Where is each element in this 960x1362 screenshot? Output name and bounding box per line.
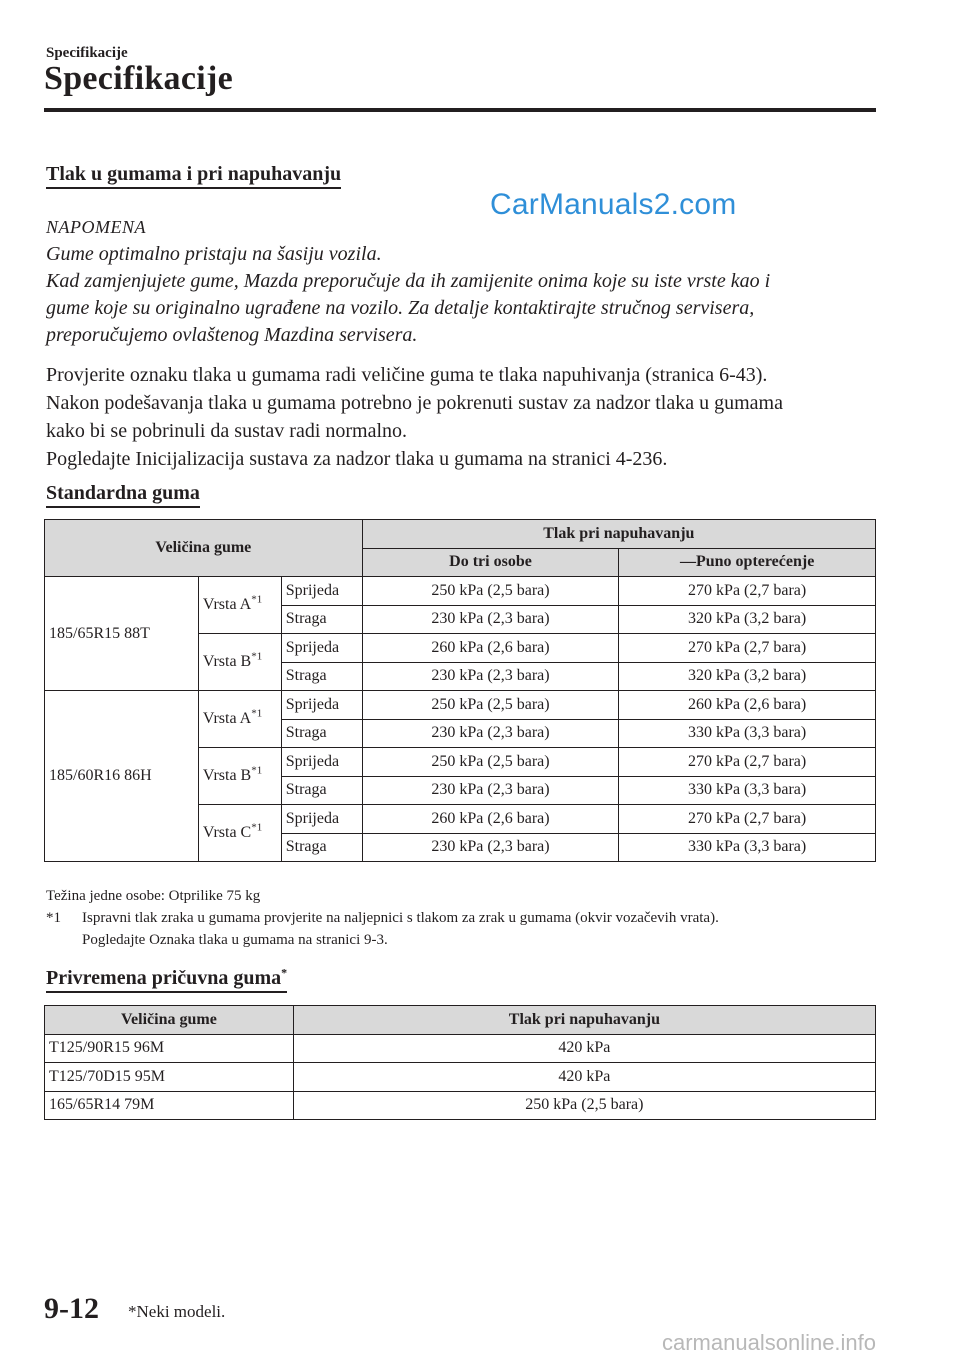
tire-size-cell: 185/60R16 86H [45,691,199,862]
table-row [45,1063,876,1092]
body-line: Nakon podešavanja tlaka u gumama potrebno je pokrenuti sustav za nadzor tlaka u gumama [46,392,783,414]
pressure-full-cell: 270 kPa (2,7 bara) [619,748,876,777]
pressure-cell: 420 kPa [293,1063,875,1092]
pressure-normal-cell: 250 kPa (2,5 bara) [362,577,619,606]
table-row [45,1091,876,1120]
pressure-normal-cell: 230 kPa (2,3 bara) [362,605,619,634]
pressure-normal-cell: 230 kPa (2,3 bara) [362,833,619,862]
table-row [45,577,876,606]
pressure-normal-cell: 230 kPa (2,3 bara) [362,662,619,691]
note-line: preporučujemo ovlaštenog Mazdina servisera. [46,324,418,346]
tire-size-cell: T125/70D15 95M [45,1063,294,1092]
header-tire-size: Veličina gume [45,520,363,577]
header-full-load: —Puno opterećenje [619,548,876,577]
body-line: Pogledajte Inicijalizacija sustava za nadzor tlaka u gumama na stranici 4-236. [46,448,668,470]
table-header-row [45,520,876,549]
note-line: gume koje su originalno ugrađene na vozilo. Za detalje kontaktirajte stručnog servisera, [46,297,755,319]
position-cell: Straga [281,776,362,805]
table-footnotes [46,885,886,951]
footnote-line: Pogledajte Oznaka tlaka u gumama na stranici 9-3. [82,932,388,948]
note-line: Kad zamjenjujete gume, Mazda preporučuje da ih zamijenite onima koje su iste vrste kao i [46,270,771,292]
watermark-carmanuals2: CarManuals2.com [490,188,737,221]
position-cell: Sprijeda [281,577,362,606]
table-row [45,691,876,720]
body-paragraph [46,361,886,473]
pressure-full-cell: 330 kPa (3,3 bara) [619,719,876,748]
pressure-cell: 250 kPa (2,5 bara) [293,1091,875,1120]
title-rule [44,108,876,112]
section-title-standard-tire: Standardna guma [46,481,200,508]
tire-size-cell: 165/65R14 79M [45,1091,294,1120]
pressure-full-cell: 270 kPa (2,7 bara) [619,634,876,663]
table-row [45,1034,876,1063]
spare-tire-table [44,1005,876,1120]
optional-mark: * [281,965,288,980]
tire-type-cell: Vrsta $B^{*1}$ [198,748,281,805]
weight-note: Težina jedne osobe: Otprilike 75 kg [46,888,261,904]
header-inflation-pressure: Tlak pri napuhavanju [362,520,875,549]
page-number: 9-12 [44,1292,99,1325]
pressure-normal-cell: 260 kPa (2,6 bara) [362,634,619,663]
position-cell: Sprijeda [281,634,362,663]
standard-tire-table [44,519,876,862]
tire-type-cell: Vrsta $C^{*1}$ [198,805,281,862]
body-line: kako bi se pobrinuli da sustav radi normalno. [46,420,408,442]
section-title-spare-tire: Privremena pričuvna guma* [46,966,287,993]
footnote-line: Ispravni tlak zraka u gumama provjerite na naljepnici s tlakom za zrak u gumama (okvir vozačevih vrata). [82,910,719,926]
running-header: Specifikacije [46,45,128,61]
footer-note: *Neki modeli. [128,1302,226,1321]
tire-size-cell: T125/90R15 96M [45,1034,294,1063]
position-cell: Sprijeda [281,748,362,777]
pressure-full-cell: 330 kPa (3,3 bara) [619,833,876,862]
pressure-full-cell: 330 kPa (3,3 bara) [619,776,876,805]
position-cell: Straga [281,662,362,691]
footnote-mark: *1 [46,910,61,926]
position-cell: Sprijeda [281,805,362,834]
pressure-full-cell: 270 kPa (2,7 bara) [619,577,876,606]
header-inflation-pressure: Tlak pri napuhavanju [293,1006,875,1035]
position-cell: Straga [281,719,362,748]
tire-size-cell: 185/65R15 88T [45,577,199,691]
header-up-to-three: Do tri osobe [362,548,619,577]
note-label: NAPOMENA [46,217,146,237]
pressure-full-cell: 320 kPa (3,2 bara) [619,605,876,634]
pressure-normal-cell: 230 kPa (2,3 bara) [362,719,619,748]
pressure-normal-cell: 230 kPa (2,3 bara) [362,776,619,805]
site-watermark: carmanualsonline.info [662,1330,877,1355]
pressure-full-cell: 260 kPa (2,6 bara) [619,691,876,720]
body-line: Provjerite oznaku tlaka u gumama radi veličine guma te tlaka napuhivanja (stranica 6-43). [46,364,768,386]
footnote-1 [46,907,886,951]
pressure-cell: 420 kPa [293,1034,875,1063]
pressure-normal-cell: 250 kPa (2,5 bara) [362,691,619,720]
section-title-tire-pressure: Tlak u gumama i pri napuhavanju [46,162,341,189]
pressure-normal-cell: 260 kPa (2,6 bara) [362,805,619,834]
note-line: Gume optimalno pristaju na šasiju vozila. [46,243,382,265]
chapter-title: Specifikacije [44,60,233,97]
tire-type-cell: Vrsta $B^{*1}$ [198,634,281,691]
position-cell: Straga [281,833,362,862]
table-header-row [45,1006,876,1035]
note-block [46,214,886,349]
header-tire-size: Veličina gume [45,1006,294,1035]
pressure-full-cell: 270 kPa (2,7 bara) [619,805,876,834]
position-cell: Straga [281,605,362,634]
tire-type-cell: Vrsta $A^{*1}$ [198,577,281,634]
pressure-full-cell: 320 kPa (3,2 bara) [619,662,876,691]
position-cell: Sprijeda [281,691,362,720]
tire-type-cell: Vrsta $A^{*1}$ [198,691,281,748]
pressure-normal-cell: 250 kPa (2,5 bara) [362,748,619,777]
